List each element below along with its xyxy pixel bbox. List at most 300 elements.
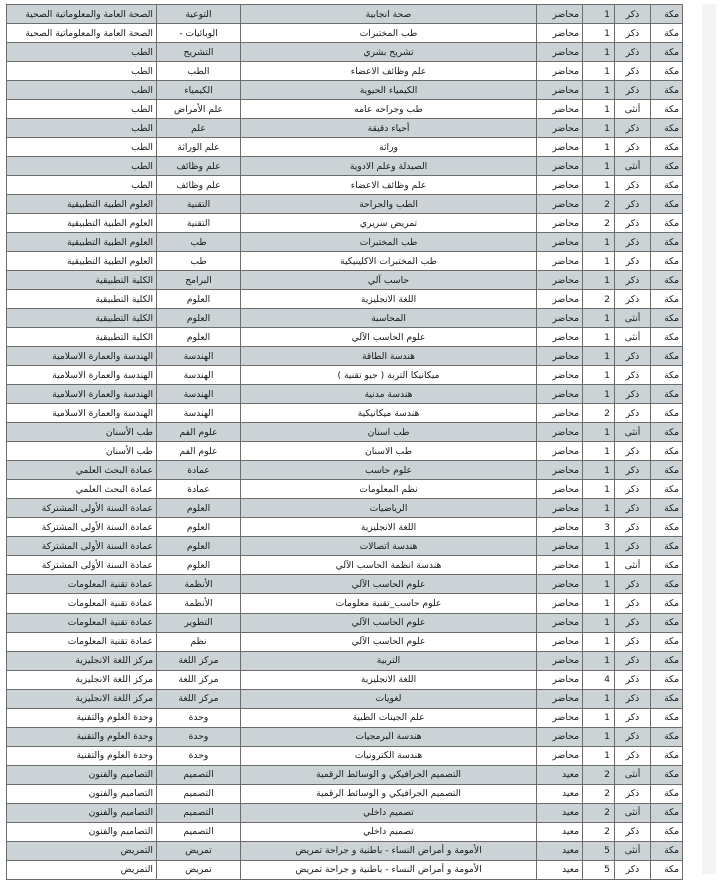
table-row	[7, 803, 683, 822]
city-cell: مكة	[651, 252, 683, 271]
gender-cell: ذكر	[615, 347, 651, 366]
table-body	[7, 5, 683, 880]
table-row	[7, 24, 683, 43]
department-cell: العلوم	[157, 309, 241, 328]
specialization-cell: هندسة مدنية	[241, 385, 537, 404]
rank-cell: محاضر	[537, 480, 583, 499]
count-cell: 1	[583, 138, 615, 157]
rank-cell: محاضر	[537, 613, 583, 632]
gender-cell: ذكر	[615, 594, 651, 613]
department-cell: وحدة	[157, 746, 241, 765]
gender-cell: أنثى	[615, 100, 651, 119]
specialization-cell: طب الاسنان	[241, 442, 537, 461]
rank-cell: معيد	[537, 784, 583, 803]
table-row	[7, 518, 683, 537]
table-row	[7, 81, 683, 100]
rank-cell: معيد	[537, 822, 583, 841]
count-cell: 4	[583, 670, 615, 689]
specialization-cell: التصميم الجرافيكي و الوسائط الرقمية	[241, 784, 537, 803]
department-cell: العلوم	[157, 518, 241, 537]
table-row	[7, 651, 683, 670]
department-cell: العلوم	[157, 499, 241, 518]
count-cell: 1	[583, 480, 615, 499]
table-row	[7, 423, 683, 442]
college-cell: وحدة العلوم والتقنية	[7, 708, 157, 727]
rank-cell: معيد	[537, 841, 583, 860]
count-cell: 1	[583, 81, 615, 100]
college-cell: مركز اللغة الانجليزية	[7, 651, 157, 670]
vacancies-table	[6, 4, 683, 880]
rank-cell: محاضر	[537, 404, 583, 423]
department-cell: مركز اللغة	[157, 689, 241, 708]
table-row	[7, 841, 683, 860]
department-cell: العلوم	[157, 290, 241, 309]
college-cell: طب الأسنان	[7, 423, 157, 442]
city-cell: مكة	[651, 347, 683, 366]
specialization-cell: التربية	[241, 651, 537, 670]
gender-cell: ذكر	[615, 632, 651, 651]
college-cell: العلوم الطبية التطبيقية	[7, 214, 157, 233]
rank-cell: محاضر	[537, 309, 583, 328]
gender-cell: ذكر	[615, 385, 651, 404]
count-cell: 1	[583, 746, 615, 765]
count-cell: 1	[583, 499, 615, 518]
table-row	[7, 613, 683, 632]
rank-cell: محاضر	[537, 423, 583, 442]
gender-cell: ذكر	[615, 271, 651, 290]
specialization-cell: علم الجينات الطبية	[241, 708, 537, 727]
specialization-cell: هندسة البرمجيات	[241, 727, 537, 746]
table-row	[7, 290, 683, 309]
count-cell: 1	[583, 5, 615, 24]
city-cell: مكة	[651, 157, 683, 176]
department-cell: مركز اللغة	[157, 651, 241, 670]
city-cell: مكة	[651, 727, 683, 746]
college-cell: التصاميم والفنون	[7, 765, 157, 784]
gender-cell: ذكر	[615, 24, 651, 43]
specialization-cell: علم وظائف الاعضاء	[241, 176, 537, 195]
count-cell: 1	[583, 556, 615, 575]
rank-cell: محاضر	[537, 176, 583, 195]
count-cell: 1	[583, 119, 615, 138]
specialization-cell: نظم المعلومات	[241, 480, 537, 499]
department-cell: عمادة	[157, 461, 241, 480]
college-cell: عمادة البحث العلمي	[7, 461, 157, 480]
department-cell: الأنظمة	[157, 575, 241, 594]
rank-cell: محاضر	[537, 214, 583, 233]
college-cell: عمادة السنة الأولى المشتركة	[7, 499, 157, 518]
college-cell: التصاميم والفنون	[7, 784, 157, 803]
department-cell: الكيمياء	[157, 81, 241, 100]
table-row	[7, 727, 683, 746]
college-cell: التصاميم والفنون	[7, 803, 157, 822]
table-row	[7, 632, 683, 651]
department-cell: التصميم	[157, 822, 241, 841]
gender-cell: ذكر	[615, 195, 651, 214]
rank-cell: محاضر	[537, 43, 583, 62]
specialization-cell: تمريض سريري	[241, 214, 537, 233]
college-cell: الطب	[7, 43, 157, 62]
rank-cell: محاضر	[537, 651, 583, 670]
specialization-cell: علوم الحاسب الآلي	[241, 613, 537, 632]
college-cell: عمادة السنة الأولى المشتركة	[7, 556, 157, 575]
count-cell: 2	[583, 765, 615, 784]
gender-cell: ذكر	[615, 62, 651, 81]
gender-cell: أنثى	[615, 309, 651, 328]
specialization-cell: لغويات	[241, 689, 537, 708]
college-cell: التمريض	[7, 860, 157, 879]
city-cell: مكة	[651, 81, 683, 100]
college-cell: وحدة العلوم والتقنية	[7, 727, 157, 746]
count-cell: 1	[583, 461, 615, 480]
gender-cell: ذكر	[615, 176, 651, 195]
rank-cell: محاضر	[537, 157, 583, 176]
specialization-cell: الأمومة و أمراض النساء - باطنية و جراحة تمريض	[241, 841, 537, 860]
department-cell: علم الأمراض	[157, 100, 241, 119]
department-cell: علم وظائف	[157, 176, 241, 195]
specialization-cell: الصيدلة وعلم الادوية	[241, 157, 537, 176]
specialization-cell: طب المختبرات	[241, 233, 537, 252]
table-row	[7, 784, 683, 803]
table-row	[7, 746, 683, 765]
college-cell: الكلية التطبيقية	[7, 271, 157, 290]
count-cell: 5	[583, 841, 615, 860]
rank-cell: محاضر	[537, 518, 583, 537]
gender-cell: ذكر	[615, 499, 651, 518]
table-row	[7, 499, 683, 518]
table-row	[7, 138, 683, 157]
rank-cell: معيد	[537, 765, 583, 784]
table-row	[7, 119, 683, 138]
college-cell: طب الأسنان	[7, 442, 157, 461]
college-cell: الطب	[7, 62, 157, 81]
city-cell: مكة	[651, 537, 683, 556]
count-cell: 1	[583, 157, 615, 176]
city-cell: مكة	[651, 518, 683, 537]
gender-cell: ذكر	[615, 670, 651, 689]
rank-cell: معيد	[537, 803, 583, 822]
gender-cell: ذكر	[615, 5, 651, 24]
rank-cell: معيد	[537, 860, 583, 879]
specialization-cell: هندسة ميكانيكية	[241, 404, 537, 423]
college-cell: الطب	[7, 119, 157, 138]
college-cell: العلوم الطبية التطبيقية	[7, 233, 157, 252]
specialization-cell: تشريح بشري	[241, 43, 537, 62]
gender-cell: أنثى	[615, 157, 651, 176]
college-cell: عمادة البحث العلمي	[7, 480, 157, 499]
college-cell: العلوم الطبية التطبيقية	[7, 252, 157, 271]
college-cell: عمادة تقنية المعلومات	[7, 632, 157, 651]
city-cell: مكة	[651, 765, 683, 784]
specialization-cell: طب المختبرات الاكلينيكية	[241, 252, 537, 271]
city-cell: مكة	[651, 594, 683, 613]
specialization-cell: الطب والجراحة	[241, 195, 537, 214]
table-row	[7, 309, 683, 328]
table-row	[7, 157, 683, 176]
rank-cell: محاضر	[537, 708, 583, 727]
college-cell: الطب	[7, 176, 157, 195]
rank-cell: محاضر	[537, 366, 583, 385]
count-cell: 1	[583, 537, 615, 556]
specialization-cell: علوم حاسب_تقنية معلومات	[241, 594, 537, 613]
department-cell: مركز اللغة	[157, 670, 241, 689]
count-cell: 2	[583, 290, 615, 309]
count-cell: 1	[583, 385, 615, 404]
specialization-cell: طب وجراحه عامه	[241, 100, 537, 119]
gender-cell: ذكر	[615, 138, 651, 157]
gender-cell: ذكر	[615, 461, 651, 480]
college-cell: وحدة العلوم والتقنية	[7, 746, 157, 765]
department-cell: التصميم	[157, 765, 241, 784]
department-cell: طب	[157, 252, 241, 271]
college-cell: الهندسة والعمارة الاسلامية	[7, 385, 157, 404]
gender-cell: ذكر	[615, 860, 651, 879]
city-cell: مكة	[651, 43, 683, 62]
table-row	[7, 176, 683, 195]
count-cell: 2	[583, 803, 615, 822]
specialization-cell: هندسة الطاقة	[241, 347, 537, 366]
department-cell: التوعية	[157, 5, 241, 24]
rank-cell: محاضر	[537, 233, 583, 252]
college-cell: مركز اللغة الانجليزية	[7, 689, 157, 708]
rank-cell: محاضر	[537, 24, 583, 43]
table-row	[7, 233, 683, 252]
count-cell: 1	[583, 727, 615, 746]
rank-cell: محاضر	[537, 575, 583, 594]
gender-cell: ذكر	[615, 537, 651, 556]
department-cell: التقنية	[157, 195, 241, 214]
count-cell: 1	[583, 309, 615, 328]
city-cell: مكة	[651, 233, 683, 252]
count-cell: 2	[583, 214, 615, 233]
count-cell: 1	[583, 252, 615, 271]
city-cell: مكة	[651, 119, 683, 138]
gender-cell: ذكر	[615, 214, 651, 233]
gender-cell: ذكر	[615, 366, 651, 385]
table-row	[7, 556, 683, 575]
specialization-cell: تصميم داخلي	[241, 803, 537, 822]
city-cell: مكة	[651, 214, 683, 233]
specialization-cell: وراثة	[241, 138, 537, 157]
count-cell: 1	[583, 689, 615, 708]
count-cell: 1	[583, 62, 615, 81]
count-cell: 3	[583, 518, 615, 537]
specialization-cell: الرياضيات	[241, 499, 537, 518]
count-cell: 1	[583, 233, 615, 252]
department-cell: التصميم	[157, 784, 241, 803]
rank-cell: محاضر	[537, 252, 583, 271]
college-cell: الصحة العامة والمعلوماتية الصحية	[7, 5, 157, 24]
gender-cell: ذكر	[615, 689, 651, 708]
specialization-cell: طب اسنان	[241, 423, 537, 442]
city-cell: مكة	[651, 822, 683, 841]
table-row	[7, 5, 683, 24]
department-cell: الهندسة	[157, 366, 241, 385]
gender-cell: ذكر	[615, 43, 651, 62]
department-cell: تمريض	[157, 860, 241, 879]
college-cell: الكلية التطبيقية	[7, 309, 157, 328]
city-cell: مكة	[651, 461, 683, 480]
department-cell: علوم الفم	[157, 423, 241, 442]
gender-cell: ذكر	[615, 518, 651, 537]
count-cell: 1	[583, 651, 615, 670]
count-cell: 1	[583, 347, 615, 366]
city-cell: مكة	[651, 385, 683, 404]
rank-cell: محاضر	[537, 727, 583, 746]
department-cell: التصميم	[157, 803, 241, 822]
college-cell: العلوم الطبية التطبيقية	[7, 195, 157, 214]
rank-cell: محاضر	[537, 81, 583, 100]
count-cell: 1	[583, 328, 615, 347]
rank-cell: محاضر	[537, 594, 583, 613]
city-cell: مكة	[651, 138, 683, 157]
table-row	[7, 594, 683, 613]
city-cell: مكة	[651, 784, 683, 803]
gender-cell: ذكر	[615, 746, 651, 765]
table-row	[7, 347, 683, 366]
college-cell: عمادة السنة الأولى المشتركة	[7, 518, 157, 537]
gender-cell: أنثى	[615, 328, 651, 347]
department-cell: الطب	[157, 62, 241, 81]
department-cell: البرامج	[157, 271, 241, 290]
count-cell: 1	[583, 423, 615, 442]
department-cell: العلوم	[157, 556, 241, 575]
gender-cell: أنثى	[615, 556, 651, 575]
table-row	[7, 252, 683, 271]
rank-cell: محاضر	[537, 537, 583, 556]
rank-cell: محاضر	[537, 461, 583, 480]
specialization-cell: هندسة اتصالات	[241, 537, 537, 556]
specialization-cell: اللغة الانجليزية	[241, 670, 537, 689]
city-cell: مكة	[651, 195, 683, 214]
college-cell: الطب	[7, 157, 157, 176]
gender-cell: أنثى	[615, 423, 651, 442]
rank-cell: محاضر	[537, 632, 583, 651]
table-row	[7, 271, 683, 290]
gender-cell: ذكر	[615, 651, 651, 670]
table-row	[7, 480, 683, 499]
college-cell: الصحة العامة والمعلوماتية الصحية	[7, 24, 157, 43]
rank-cell: محاضر	[537, 442, 583, 461]
college-cell: الهندسة والعمارة الاسلامية	[7, 404, 157, 423]
rank-cell: محاضر	[537, 100, 583, 119]
gender-cell: ذكر	[615, 727, 651, 746]
department-cell: علم الوراثة	[157, 138, 241, 157]
gender-cell: ذكر	[615, 708, 651, 727]
college-cell: الهندسة والعمارة الاسلامية	[7, 366, 157, 385]
count-cell: 1	[583, 100, 615, 119]
college-cell: التصاميم والفنون	[7, 822, 157, 841]
department-cell: التشريح	[157, 43, 241, 62]
college-cell: مركز اللغة الانجليزية	[7, 670, 157, 689]
table-row	[7, 442, 683, 461]
specialization-cell: علوم الحاسب الآلي	[241, 632, 537, 651]
city-cell: مكة	[651, 651, 683, 670]
city-cell: مكة	[651, 100, 683, 119]
gender-cell: ذكر	[615, 290, 651, 309]
count-cell: 1	[583, 442, 615, 461]
specialization-cell: التصميم الجرافيكي و الوسائط الرقمية	[241, 765, 537, 784]
table-row	[7, 214, 683, 233]
table-row	[7, 62, 683, 81]
table-row	[7, 765, 683, 784]
college-cell: الهندسة والعمارة الاسلامية	[7, 347, 157, 366]
count-cell: 2	[583, 195, 615, 214]
specialization-cell: أحياء دقيقة	[241, 119, 537, 138]
specialization-cell: الأمومة و أمراض النساء - باطنية و جراحة تمريض	[241, 860, 537, 879]
table-row	[7, 689, 683, 708]
city-cell: مكة	[651, 746, 683, 765]
table-row	[7, 404, 683, 423]
city-cell: مكة	[651, 404, 683, 423]
count-cell: 1	[583, 575, 615, 594]
gender-cell: ذكر	[615, 822, 651, 841]
table-row	[7, 100, 683, 119]
gender-cell: ذكر	[615, 252, 651, 271]
gender-cell: ذكر	[615, 613, 651, 632]
count-cell: 1	[583, 632, 615, 651]
city-cell: مكة	[651, 708, 683, 727]
department-cell: عمادة	[157, 480, 241, 499]
city-cell: مكة	[651, 271, 683, 290]
specialization-cell: علوم الحاسب الآلي	[241, 575, 537, 594]
specialization-cell: صحة انجابية	[241, 5, 537, 24]
department-cell: علوم الفم	[157, 442, 241, 461]
rank-cell: محاضر	[537, 290, 583, 309]
table-row	[7, 537, 683, 556]
college-cell: الطب	[7, 81, 157, 100]
city-cell: مكة	[651, 803, 683, 822]
table-row	[7, 822, 683, 841]
city-cell: مكة	[651, 860, 683, 879]
rank-cell: محاضر	[537, 746, 583, 765]
department-cell: التطوير	[157, 613, 241, 632]
rank-cell: محاضر	[537, 138, 583, 157]
city-cell: مكة	[651, 290, 683, 309]
department-cell: تمريض	[157, 841, 241, 860]
gender-cell: أنثى	[615, 765, 651, 784]
specialization-cell: هندسة الكترونيات	[241, 746, 537, 765]
city-cell: مكة	[651, 575, 683, 594]
table-row	[7, 575, 683, 594]
count-cell: 5	[583, 860, 615, 879]
gender-cell: ذكر	[615, 81, 651, 100]
job-listing-sheet	[6, 4, 702, 880]
table-row	[7, 860, 683, 879]
gender-cell: ذكر	[615, 784, 651, 803]
gender-cell: ذكر	[615, 119, 651, 138]
count-cell: 2	[583, 784, 615, 803]
page-edge	[702, 4, 716, 874]
rank-cell: محاضر	[537, 347, 583, 366]
college-cell: عمادة السنة الأولى المشتركة	[7, 537, 157, 556]
department-cell: علم وظائف	[157, 157, 241, 176]
department-cell: العلوم	[157, 328, 241, 347]
city-cell: مكة	[651, 556, 683, 575]
specialization-cell: هندسة انظمة الحاسب الآلي	[241, 556, 537, 575]
department-cell: العلوم	[157, 537, 241, 556]
city-cell: مكة	[651, 841, 683, 860]
table-row	[7, 328, 683, 347]
count-cell: 1	[583, 43, 615, 62]
city-cell: مكة	[651, 480, 683, 499]
rank-cell: محاضر	[537, 499, 583, 518]
rank-cell: محاضر	[537, 195, 583, 214]
city-cell: مكة	[651, 613, 683, 632]
department-cell: وحدة	[157, 708, 241, 727]
specialization-cell: علم وظائف الاعضاء	[241, 62, 537, 81]
department-cell: الهندسة	[157, 404, 241, 423]
